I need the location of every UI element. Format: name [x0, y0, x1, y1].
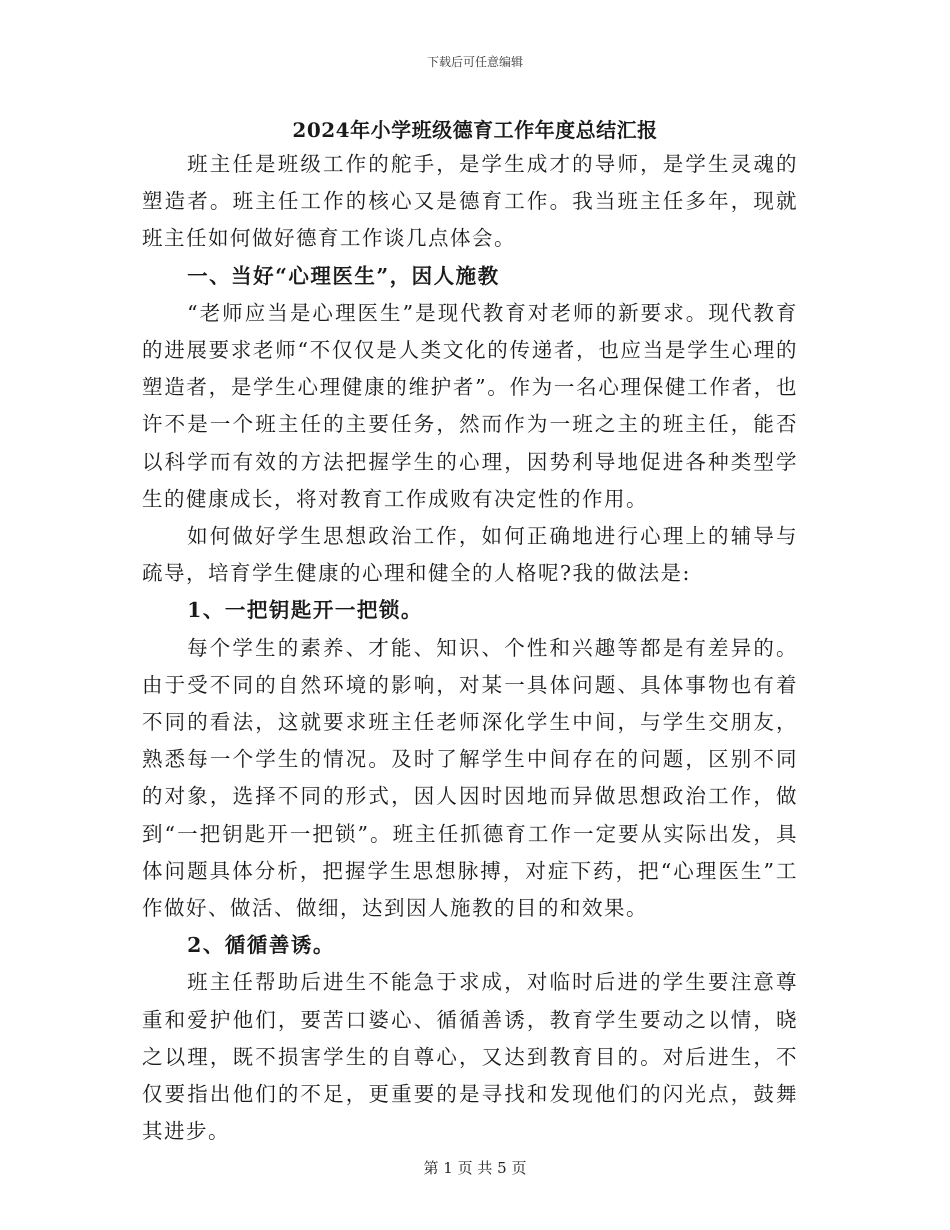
document-body: [142, 146, 798, 1150]
paragraph-intro: 班主任是班级工作的舵手，是学生成才的导师，是学生灵魂的塑造者。班主任工作的核心又是德育工作。我当班主任多年，现就班主任如何做好德育工作谈几点体会。: [142, 152, 798, 251]
header-note: 下载后可任意编辑: [426, 55, 523, 69]
section-heading-1: 一、当好“心理医生”，因人施教: [187, 263, 500, 288]
page-number: 第 1 页 共 5 页: [423, 1159, 527, 1177]
paragraph-method-question: 如何做好学生思想政治工作，如何正确地进行心理上的辅导与疏导，培育学生健康的心理和健全的人格呢?我的做法是:: [142, 524, 798, 586]
paragraph-guidance: 班主任帮助后进生不能急于求成，对临时后进的学生要注意尊重和爱护他们，要苦口婆心、循循善诱，教育学生要动之以情，晓之以理，既不损害学生的自尊心，又达到教育目的。对后进生，不仅要指出他们的不足，更重要的是寻找和发现他们的闪光点，鼓舞其进步。: [142, 970, 798, 1144]
subheading-guidance: 2、循循善诱。: [187, 933, 335, 958]
paragraph-psychology: “老师应当是心理医生”是现代教育对老师的新要求。现代教育的进展要求老师“不仅仅是人类文化的传递者，也应当是学生心理的塑造者，是学生心理健康的维护者”。作为一名心理保健工作者，也许不是一个班主任的主要任务，然而作为一班之主的班主任，能否以科学而有效的方法把握学生的心理，因势利导地促进各种类型学生的健康成长，将对教育工作成败有决定性的作用。: [142, 300, 798, 511]
document-title: 2024年小学班级德育工作年度总结汇报: [292, 118, 658, 142]
subheading-key-lock: 1、一把钥匙开一把锁。: [187, 598, 423, 623]
paragraph-key-lock: 每个学生的素养、才能、知识、个性和兴趣等都是有差异的。由于受不同的自然环境的影响，对某一具体问题、具体事物也有着不同的看法，这就要求班主任老师深化学生中间，与学生交朋友，熟悉每一个学生的情况。及时了解学生中间存在的问题，区别不同的对象，选择不同的形式，因人因时因地而异做思想政治工作，做到“一把钥匙开一把锁”。班主任抓德育工作一定要从实际出发，具体问题具体分析，把握学生思想脉搏，对症下药，把“心理医生”工作做好、做活、做细，达到因人施教的目的和效果。: [142, 635, 798, 921]
